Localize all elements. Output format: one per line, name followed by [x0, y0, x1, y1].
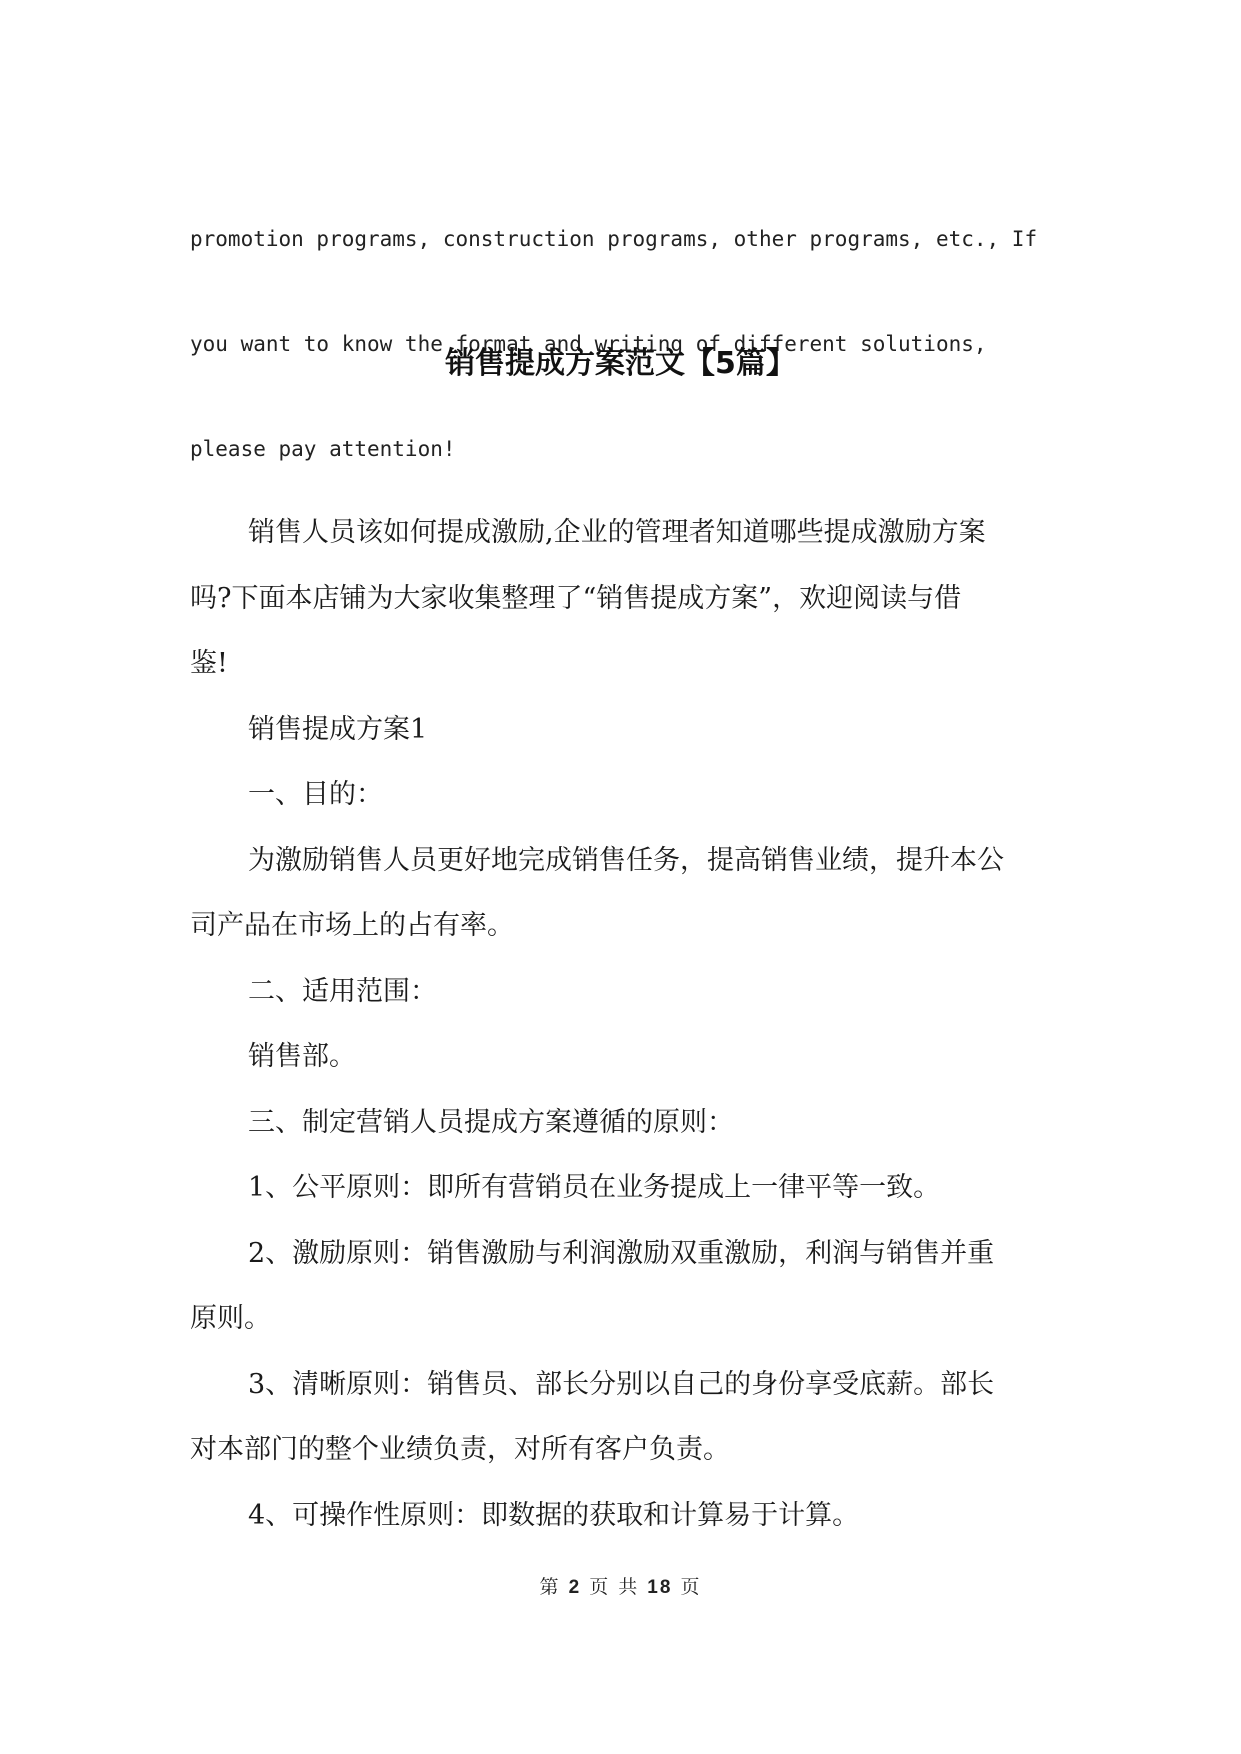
body-line: 原则。 [190, 1303, 271, 1334]
body-line: 三、制定营销人员提成方案遵循的原则： [248, 1106, 734, 1138]
footer-prefix: 第 [539, 1576, 561, 1598]
body-line: 鉴! [190, 648, 228, 679]
document-title: 销售提成方案范文【5篇】 [445, 346, 796, 381]
page-footer [0, 1572, 1241, 1599]
intro-line: promotion programs, construction programs, other programs, etc., If [190, 227, 1038, 251]
footer-current-page: 2 [568, 1577, 582, 1598]
body-line: 司产品在市场上的占有率。 [190, 910, 514, 941]
body-line: 1、公平原则：即所有营销员在业务提成上一律平等一致。 [248, 1172, 941, 1203]
body-line: 一、目的： [248, 779, 383, 810]
body-line: 销售提成方案1 [248, 713, 428, 745]
footer-middle: 页 共 [589, 1576, 640, 1598]
intro-line: you want to know the format and writing of different solutions, [190, 332, 987, 356]
footer-total-pages: 18 [647, 1577, 673, 1598]
footer-suffix: 页 [680, 1576, 702, 1598]
body-line: 2、激励原则：销售激励与利润激励双重激励，利润与销售并重 [248, 1237, 995, 1269]
body-line: 销售部。 [248, 1041, 356, 1072]
body-line: 3、清晰原则：销售员、部长分别以自己的身份享受底薪。部长 [248, 1368, 995, 1400]
body-line: 二、适用范围： [248, 975, 437, 1007]
body-line: 为激励销售人员更好地完成销售任务，提高销售业绩，提升本公 [248, 844, 1004, 876]
body-line: 销售人员该如何提成激励,企业的管理者知道哪些提成激励方案 [248, 517, 986, 548]
body-line: 4、可操作性原则：即数据的获取和计算易于计算。 [248, 1499, 860, 1531]
body-line: 对本部门的整个业绩负责，对所有客户负责。 [190, 1434, 730, 1465]
intro-line: please pay attention! [190, 437, 456, 461]
body-line: 吗?下面本店铺为大家收集整理了“销售提成方案”，欢迎阅读与借 [190, 582, 962, 614]
document-body [190, 500, 1060, 1548]
